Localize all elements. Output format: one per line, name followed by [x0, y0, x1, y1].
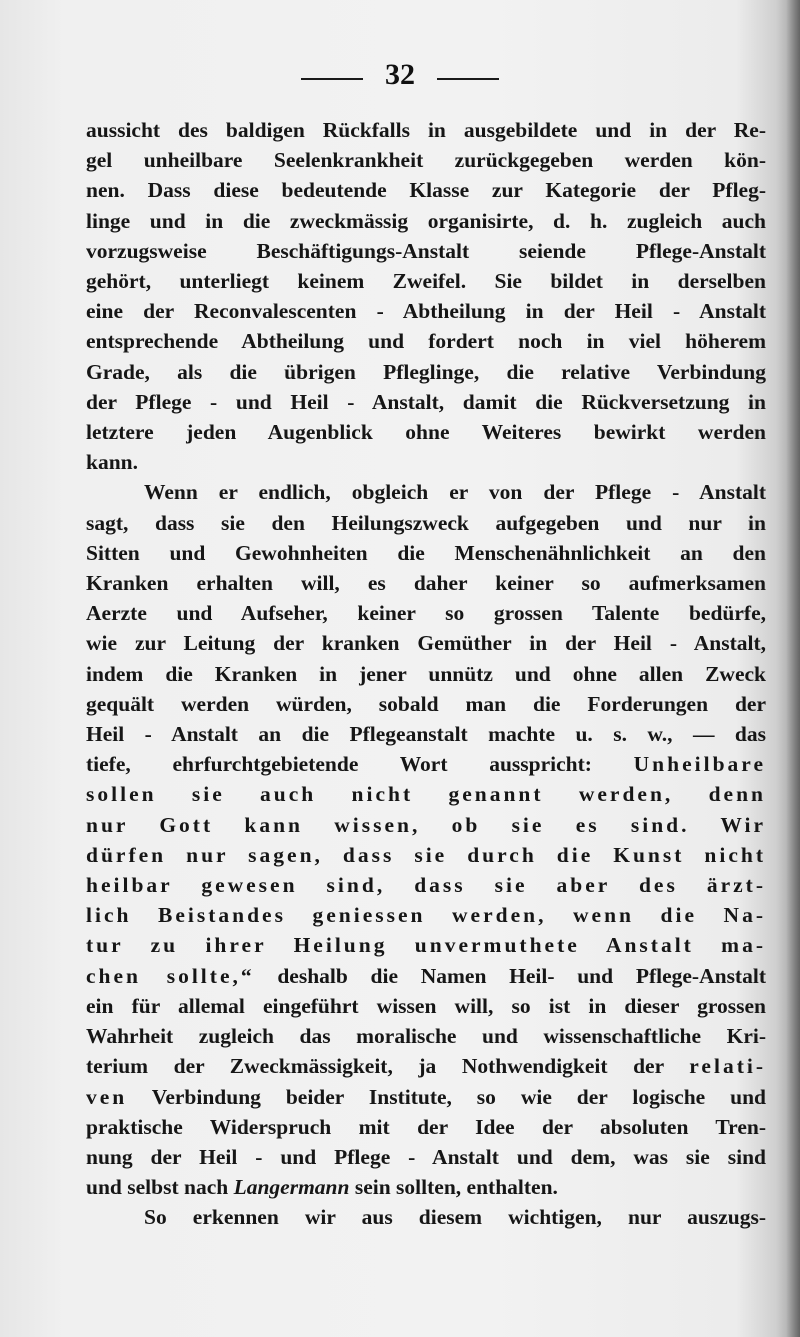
- text-line: gehört, unterliegt keinem Zweifel. Sie bildet in derselben: [86, 269, 766, 294]
- text-line: ein für allemal eingeführt wissen will, so ist in dieser grossen: [86, 993, 766, 1018]
- text-line: nur Gott kann wissen, ob sie es sind. Wir: [86, 812, 766, 837]
- text-line: entsprechende Abtheilung und fordert noch in viel höherem: [86, 329, 766, 354]
- text-line: Grade, als die übrigen Pfleglinge, die relative Verbindung: [86, 359, 766, 384]
- text-line: gel unheilbare Seelenkrankheit zurückgegeben werden kön-: [86, 148, 766, 173]
- text-line: aussicht des baldigen Rückfalls in ausgebildete und in der Re-: [86, 118, 766, 142]
- page-header: [0, 58, 800, 92]
- text-run: tiefe, ehrfurchtgebietende Wort ausspricht:: [86, 752, 634, 777]
- text-line: Heil - Anstalt an die Pflegeanstalt machte u. s. w., — das: [86, 722, 766, 747]
- text-line: wie zur Leitung der kranken Gemüther in der Heil - Anstalt,: [86, 631, 766, 656]
- text-line: dürfen nur sagen, dass sie durch die Kunst nicht: [86, 842, 766, 867]
- text-line: [86, 1082, 766, 1112]
- text-run: sein sollten, enthalten.: [349, 1175, 558, 1200]
- text-run: terium der Zweckmässigkeit, ja Nothwendigkeit der: [86, 1054, 690, 1079]
- text-line: [86, 1172, 766, 1202]
- text-line: tur zu ihrer Heilung unvermuthete Anstalt ma-: [86, 933, 766, 958]
- text-line: Aerzte und Aufseher, keiner so grossen Talente bedürfe,: [86, 601, 766, 626]
- emphasized-text: ven: [86, 1084, 128, 1109]
- body-text: [86, 115, 766, 1233]
- text-line: [86, 961, 766, 991]
- header-rule-right: [437, 78, 499, 80]
- text-run: und selbst nach: [86, 1175, 234, 1200]
- page-number: 32: [385, 58, 415, 91]
- text-line: Wahrheit zugleich das moralische und wissenschaftliche Kri-: [86, 1024, 766, 1049]
- text-line: der Pflege - und Heil - Anstalt, damit die Rückversetzung in: [86, 389, 766, 414]
- text-line: Kranken erhalten will, es daher keiner so aufmerksamen: [86, 571, 766, 596]
- text-line: heilbar gewesen sind, dass sie aber des ärzt-: [86, 873, 766, 898]
- text-line: kann.: [86, 450, 138, 475]
- text-line: nen. Dass diese bedeutende Klasse zur Kategorie der Pfleg-: [86, 178, 766, 203]
- text-line: praktische Widerspruch mit der Idee der absoluten Tren-: [86, 1114, 766, 1139]
- text-line: Sitten und Gewohnheiten die Menschenähnlichkeit an den: [86, 540, 766, 565]
- text-line: sagt, dass sie den Heilungszweck aufgegeben und nur in: [86, 510, 766, 535]
- text-line: indem die Kranken in jener unnütz und ohne allen Zweck: [86, 661, 766, 686]
- text-line: [86, 1051, 766, 1081]
- text-line: vorzugsweise Beschäftigungs-Anstalt seiende Pflege-Anstalt: [86, 238, 766, 263]
- text-line: linge und in die zweckmässig organisirte, d. h. zugleich auch: [86, 208, 766, 233]
- text-run: Verbindung beider Institute, so wie der logische und: [127, 1084, 766, 1109]
- text-line: So erkennen wir aus diesem wichtigen, nur auszugs-: [144, 1205, 766, 1230]
- text-line: lich Beistandes geniessen werden, wenn die Na-: [86, 903, 766, 928]
- emphasized-text: chen sollte,“: [86, 963, 255, 988]
- italic-name: Langermann: [233, 1175, 350, 1200]
- text-line: [86, 749, 766, 779]
- emphasized-text: relati-: [689, 1054, 766, 1079]
- emphasized-text: Unheilbare: [633, 752, 766, 777]
- text-line: letztere jeden Augenblick ohne Weiteres bewirkt werden: [86, 420, 766, 445]
- text-run: deshalb die Namen Heil- und Pflege-Anstalt: [254, 963, 766, 988]
- text-line: Wenn er endlich, obgleich er von der Pflege - Anstalt: [144, 480, 766, 505]
- text-line: sollen sie auch nicht genannt werden, denn: [86, 782, 766, 807]
- text-line: gequält werden würden, sobald man die Forderungen der: [86, 691, 766, 716]
- text-line: eine der Reconvalescenten - Abtheilung in der Heil - Anstalt: [86, 299, 766, 324]
- header-rule-left: [301, 78, 363, 80]
- text-line: nung der Heil - und Pflege - Anstalt und dem, was sie sind: [86, 1144, 766, 1169]
